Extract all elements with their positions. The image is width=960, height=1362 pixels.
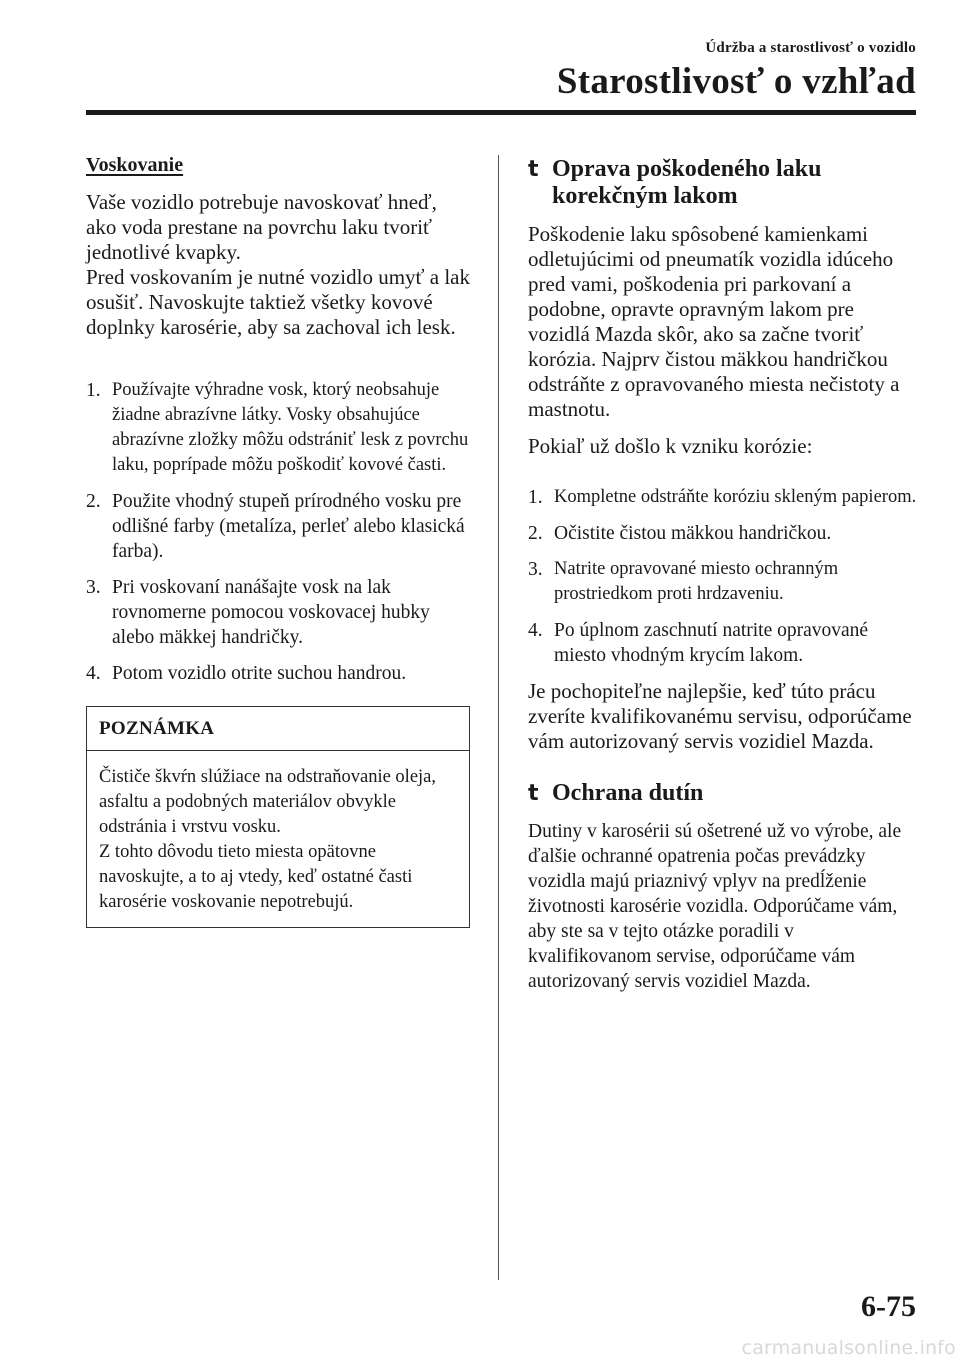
paint-repair-paragraph: Poškodenie laku spôsobené kamienkami odletujúcimi od pneumatík vozidla idúceho pred vami, poškodenia pri parkovaní a podobne, opravte opravným lakom pre vozidlá Mazda skôr, ako sa začne tvoriť korózia. Najprv čistou mäkkou handričkou odstráňte z opravovaného miesta nečistoty a mastnotu. xyxy=(528,222,900,421)
column-divider xyxy=(498,155,499,1280)
waxing-heading: Voskovanie xyxy=(86,154,184,176)
section-bullet-icon: t xyxy=(528,781,539,806)
note-box xyxy=(86,706,470,928)
corrosion-intro: Pokiaľ už došlo k vzniku korózie: xyxy=(528,434,813,458)
section-title-line-1: Oprava poškodeného laku xyxy=(552,156,822,182)
corrosion-steps-list xyxy=(528,485,918,668)
left-column xyxy=(86,154,472,928)
note-line-2: Z tohto dôvodu tieto miesta opätovne navoskujte, a to aj vtedy, keď ostatné časti karosérie voskovanie nepotrebujú. xyxy=(99,842,413,912)
waxing-steps-list xyxy=(86,378,472,686)
section-title: Ochrana dutín xyxy=(552,780,704,806)
cavity-protection-paragraph: Dutiny v karosérii sú ošetrené už vo výrobe, ale ďalšie ochranné opatrenia počas prevádzky vozidla majú priaznivý vplyv na predĺženie životnosti karosérie vozidla. Odporúčame vám, aby ste sa v tejto otázke poradili v kvalifikovanom servise, odporúčame vám autorizovaný servis vozidiel Mazda. xyxy=(528,821,902,992)
list-item: 1. Kompletne odstráňte koróziu skleným papierom. xyxy=(528,487,917,508)
list-item: 3. Natrite opravované miesto ochranným prostriedkom proti hrdzaveniu. xyxy=(528,559,839,604)
list-item: 1. Používajte výhradne vosk, ktorý neobsahuje žiadne abrazívne látky. Vosky obsahujúce abrazívne zložky môžu odstrániť lesk z povrchu laku, poprípade môžu poškodiť kovové časti. xyxy=(86,380,469,475)
chapter-header: Údržba a starostlivosť o vozidlo xyxy=(705,40,916,56)
note-line-1: Čističe škvŕn slúžiace na odstraňovanie oleja, asfaltu a podobných materiálov obvykle odstránia i vrstvu vosku. xyxy=(99,767,437,837)
header-rule xyxy=(86,110,916,115)
section-heading-paint-repair xyxy=(528,156,918,210)
note-title: POZNÁMKA xyxy=(87,707,469,751)
section-heading-cavity-protection xyxy=(528,780,918,807)
page-number: 6-75 xyxy=(861,1290,916,1323)
service-recommendation: Je pochopiteľne najlepšie, keď túto prácu zveríte kvalifikovanému servisu, odporúčame vám autorizovaný servis vozidiel Mazda. xyxy=(528,679,912,753)
section-bullet-icon: t xyxy=(528,157,539,182)
waxing-intro-2: Pred voskovaním je nutné vozidlo umyť a lak osušiť. Navoskujte taktiež všetky kovové doplnky karosérie, aby sa zachoval ich lesk. xyxy=(86,265,470,339)
waxing-intro-1: Vaše vozidlo potrebuje navoskovať hneď, ako voda prestane na povrchu laku tvoriť jednotlivé kvapky. xyxy=(86,190,437,264)
list-item: 2. Použite vhodný stupeň prírodného vosku pre odlišné farby (metalíza, perleť alebo klasická farba). xyxy=(86,491,465,562)
watermark: carmanualsonline.info xyxy=(741,1337,956,1359)
list-item: 3. Pri voskovaní nanášajte vosk na lak rovnomerne pomocou voskovacej hubky alebo mäkkej handričky. xyxy=(86,577,430,648)
section-title-line-2: korekčným lakom xyxy=(552,183,738,209)
list-item: 2. Očistite čistou mäkkou handričkou. xyxy=(528,523,832,544)
right-column xyxy=(528,156,918,994)
page-title: Starostlivosť o vzhľad xyxy=(556,61,916,102)
note-body xyxy=(87,751,469,927)
list-item: 4. Po úplnom zaschnutí natrite opravované miesto vhodným krycím lakom. xyxy=(528,620,869,666)
list-item: 4. Potom vozidlo otrite suchou handrou. xyxy=(86,663,407,684)
